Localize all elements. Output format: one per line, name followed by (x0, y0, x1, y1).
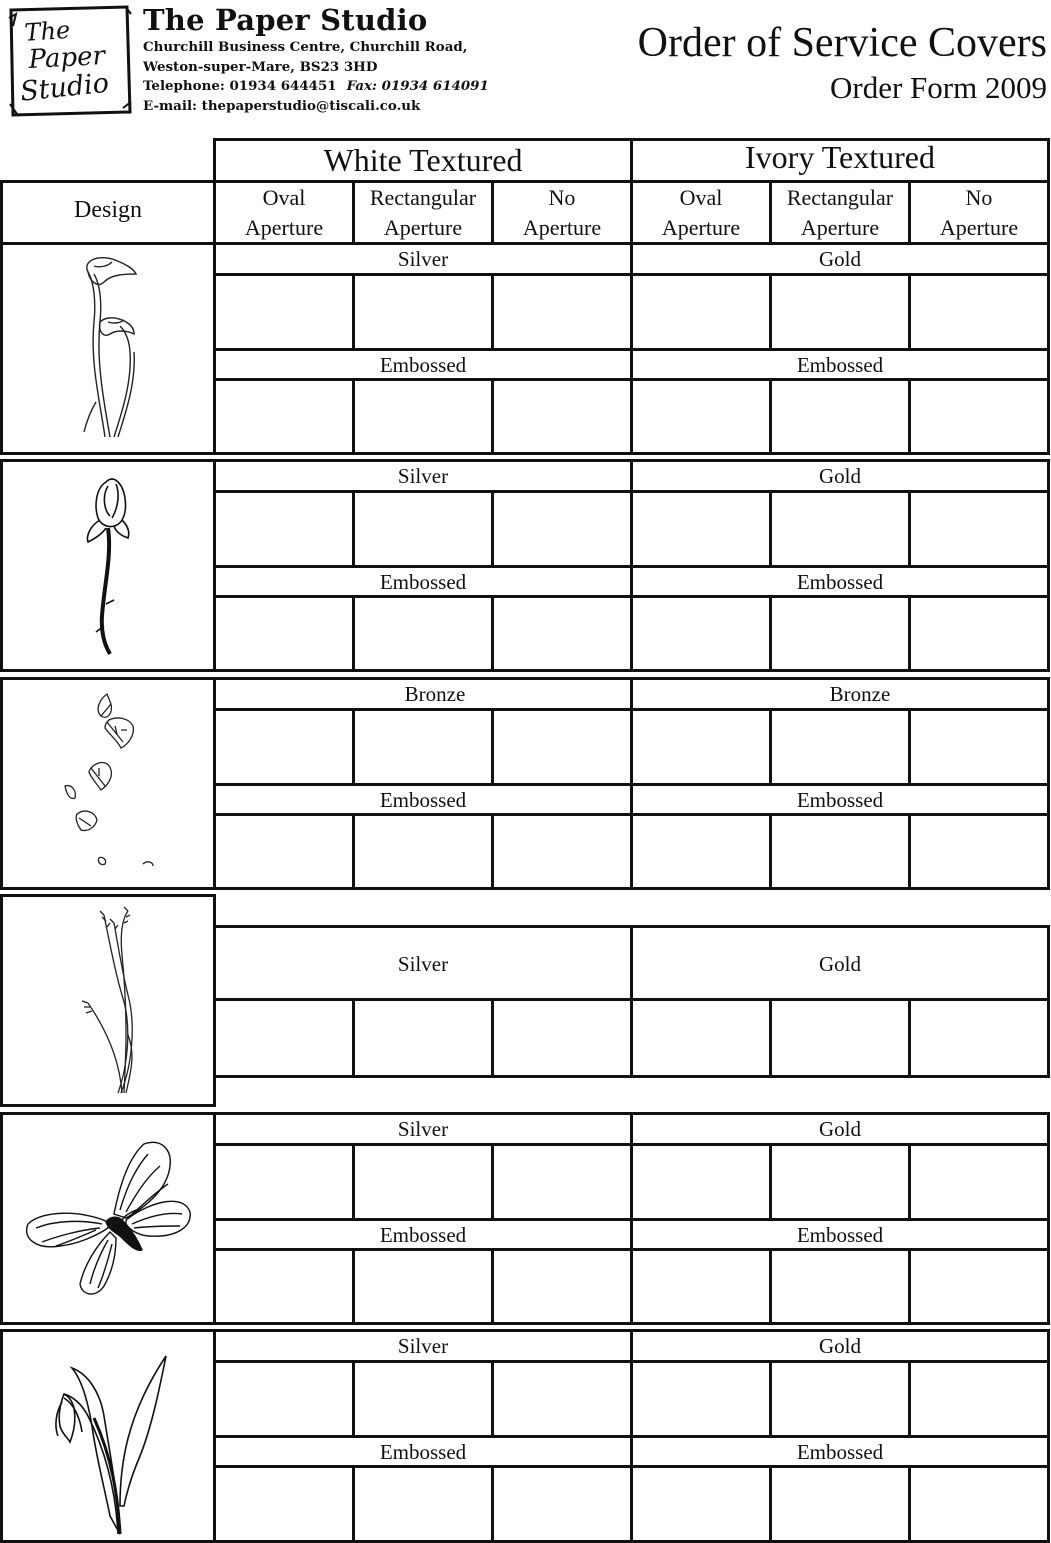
order-qty-cell[interactable] (216, 1149, 352, 1219)
col-oval-ivory (633, 183, 769, 243)
order-qty-cell[interactable] (911, 1149, 1047, 1219)
order-qty-cell[interactable] (355, 279, 491, 349)
col-rectangular-ivory (772, 183, 908, 243)
col-no-label: No (548, 185, 576, 210)
order-qty-cell[interactable] (355, 819, 491, 889)
order-qty-cell[interactable] (355, 1254, 491, 1324)
finish-label: Silver (397, 1117, 449, 1141)
finish-label: Gold (819, 464, 861, 488)
finish-label: Bronze (829, 682, 891, 706)
order-qty-cell[interactable] (633, 1254, 769, 1324)
col-no-ivory (911, 183, 1047, 243)
order-qty-cell[interactable] (772, 601, 908, 671)
col-rectangular-label: Rectangular (369, 185, 477, 210)
finish-label: Silver (397, 952, 449, 976)
company-info (143, 2, 563, 116)
order-qty-cell[interactable] (633, 1001, 769, 1075)
page-subtitle: Order Form 2009 (830, 70, 1047, 105)
finish-label: Embossed (796, 1223, 884, 1247)
col-aperture-label: Aperture (800, 215, 880, 240)
order-qty-cell[interactable] (911, 279, 1047, 349)
order-qty-cell[interactable] (911, 496, 1047, 566)
company-address-1: Churchill Business Centre, Churchill Road, (143, 39, 468, 55)
order-qty-cell[interactable] (633, 601, 769, 671)
calla-lily-icon (60, 252, 160, 447)
finish-label: Embossed (379, 1440, 467, 1464)
order-qty-cell[interactable] (772, 279, 908, 349)
company-logo (7, 4, 133, 118)
order-qty-cell[interactable] (216, 279, 352, 349)
finish-label: Embossed (796, 570, 884, 594)
order-qty-cell[interactable] (355, 714, 491, 784)
order-qty-cell[interactable] (355, 1149, 491, 1219)
order-qty-cell[interactable] (911, 714, 1047, 784)
finish-label: Embossed (379, 788, 467, 812)
order-qty-cell[interactable] (633, 1471, 769, 1542)
col-oval-label: Oval (679, 185, 723, 210)
order-qty-cell[interactable] (633, 496, 769, 566)
svg-text:The: The (23, 15, 72, 47)
order-qty-cell[interactable] (633, 279, 769, 349)
design-column-header: Design (74, 197, 142, 223)
order-qty-cell[interactable] (355, 496, 491, 566)
order-qty-cell[interactable] (216, 1471, 352, 1542)
order-qty-cell[interactable] (494, 279, 630, 349)
order-qty-cell[interactable] (216, 1366, 352, 1436)
finish-label: Gold (819, 952, 861, 976)
company-name: The Paper Studio (143, 3, 428, 37)
falling-leaves-icon (55, 690, 165, 880)
finish-label: Gold (819, 247, 861, 271)
order-qty-cell[interactable] (911, 1471, 1047, 1542)
col-no-white (494, 183, 630, 243)
butterfly-icon (22, 1140, 192, 1305)
finish-label: Bronze (404, 682, 466, 706)
order-qty-cell[interactable] (772, 496, 908, 566)
svg-text:Paper: Paper (27, 41, 106, 75)
order-qty-cell[interactable] (355, 601, 491, 671)
finish-label: Embossed (796, 788, 884, 812)
order-qty-cell[interactable] (216, 819, 352, 889)
order-qty-cell[interactable] (216, 496, 352, 566)
order-qty-cell[interactable] (216, 384, 352, 454)
company-fax: Fax: 01934 614091 (346, 78, 489, 94)
company-address-2: Weston-super-Mare, BS23 3HD (143, 58, 378, 75)
order-qty-cell[interactable] (772, 714, 908, 784)
col-aperture-label: Aperture (939, 215, 1019, 240)
order-qty-cell[interactable] (772, 1471, 908, 1542)
col-no-label: No (965, 185, 993, 210)
order-qty-cell[interactable] (494, 601, 630, 671)
order-qty-cell[interactable] (911, 1366, 1047, 1436)
col-aperture-label: Aperture (522, 215, 602, 240)
finish-label: Embossed (379, 1223, 467, 1247)
order-qty-cell[interactable] (633, 1149, 769, 1219)
order-qty-cell[interactable] (216, 601, 352, 671)
order-qty-cell[interactable] (772, 819, 908, 889)
order-qty-cell[interactable] (911, 384, 1047, 454)
order-qty-cell[interactable] (216, 1254, 352, 1324)
order-qty-cell[interactable] (494, 1001, 630, 1075)
order-qty-cell[interactable] (911, 819, 1047, 889)
order-qty-cell[interactable] (772, 1366, 908, 1436)
finish-label: Gold (819, 1117, 861, 1141)
rosebud-icon (82, 476, 142, 666)
finish-label: Silver (397, 1334, 449, 1358)
order-qty-cell[interactable] (355, 1471, 491, 1542)
col-oval-white (216, 183, 352, 243)
col-rectangular-label: Rectangular (786, 185, 894, 210)
order-qty-cell[interactable] (911, 601, 1047, 671)
order-qty-cell[interactable] (355, 1001, 491, 1075)
order-qty-cell[interactable] (772, 1001, 908, 1075)
group-ivory-textured: Ivory Textured (745, 139, 935, 175)
order-qty-cell[interactable] (216, 714, 352, 784)
title-block (638, 20, 1047, 108)
finish-label: Silver (397, 464, 449, 488)
order-qty-cell[interactable] (772, 1149, 908, 1219)
company-email: E-mail: thepaperstudio@tiscali.co.uk (143, 97, 421, 114)
col-aperture-label: Aperture (383, 215, 463, 240)
order-qty-cell[interactable] (772, 1254, 908, 1324)
order-qty-cell[interactable] (494, 384, 630, 454)
order-qty-cell[interactable] (911, 1254, 1047, 1324)
finish-label: Gold (819, 1334, 861, 1358)
order-qty-cell[interactable] (633, 1366, 769, 1436)
col-aperture-label: Aperture (661, 215, 741, 240)
grasses-icon (66, 905, 156, 1100)
order-qty-cell[interactable] (494, 819, 630, 889)
company-telephone: Telephone: 01934 644451 (143, 78, 337, 94)
order-qty-cell[interactable] (494, 1254, 630, 1324)
finish-label: Embossed (796, 1440, 884, 1464)
order-qty-cell[interactable] (355, 1366, 491, 1436)
col-rectangular-white (355, 183, 491, 243)
order-qty-cell[interactable] (633, 714, 769, 784)
group-white-textured: White Textured (323, 142, 523, 178)
svg-text:Studio: Studio (18, 67, 111, 108)
order-qty-cell[interactable] (494, 1149, 630, 1219)
order-qty-cell[interactable] (633, 819, 769, 889)
finish-label: Silver (397, 247, 449, 271)
order-qty-cell[interactable] (494, 1471, 630, 1542)
order-qty-cell[interactable] (355, 384, 491, 454)
col-aperture-label: Aperture (244, 215, 324, 240)
finish-label: Embossed (796, 353, 884, 377)
order-qty-cell[interactable] (216, 1001, 352, 1075)
snowdrop-icon (48, 1346, 178, 1541)
order-qty-cell[interactable] (494, 1366, 630, 1436)
page-title: Order of Service Covers (637, 20, 1047, 66)
company-contact (143, 77, 563, 97)
finish-label: Embossed (379, 353, 467, 377)
order-qty-cell[interactable] (494, 496, 630, 566)
order-qty-cell[interactable] (772, 384, 908, 454)
finish-label: Embossed (379, 570, 467, 594)
order-qty-cell[interactable] (494, 714, 630, 784)
col-oval-label: Oval (262, 185, 306, 210)
order-qty-cell[interactable] (911, 1001, 1047, 1075)
order-qty-cell[interactable] (633, 384, 769, 454)
